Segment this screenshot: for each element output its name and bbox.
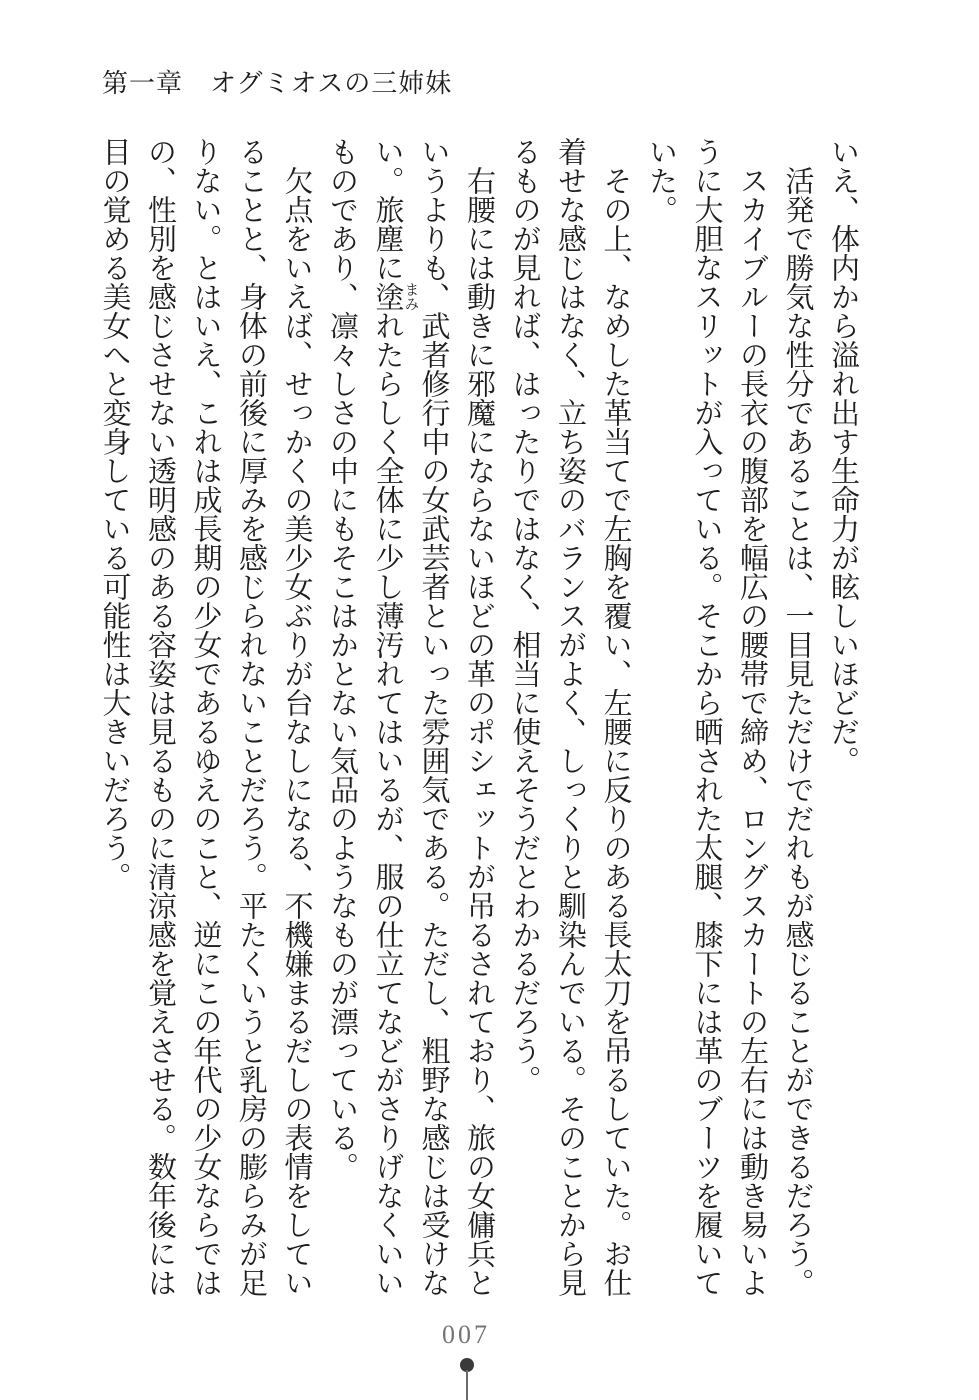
furigana-base: 塗 (371, 282, 404, 311)
paragraph-5-text-a: 右腰には動きに邪魔にならないほどの革のポシェットが吊るされており、旅の女傭兵というよりも、武者修行中の女武芸者といった雰囲気である。ただし、粗野な感じは受けない。旅塵に (371, 137, 495, 1297)
binding-pin-line-icon (466, 1370, 468, 1400)
paragraph-4: その上、なめした革当てで左胸を覆い、左腰に反りのある長太刀を吊るしていた。お仕着せな感じはなく、立ち姿のバランスがよく、しっくりと馴染んでいる。そのことから見るものが見れば、はったりではなく、相当に使えそうだとわかるだろう。 (508, 137, 632, 1297)
furigana-text: まみ (402, 282, 419, 311)
paragraph-6: 欠点をいえば、せっかくの美少女ぶりが台なしになる、不機嫌まるだしの表情をしていることと、身体の前後に厚みを感じられないことだろう。平たくいうと乳房の膨らみが足りない。とはいえ、これは成長期の少女であるゆえのこと、逆にこの年代の少女ならではの、性別を感じさせない透明感のある容姿は見るものに清涼感を覚えさせる。数年後には目の覚める美女へと変身している可能性は大きいだろう。 (98, 137, 313, 1297)
paragraph-3: スカイブルーの長衣の腹部を幅広の腰帯で締め、ロングスカートの左右には動き易いように大胆なスリットが入っている。そこから晒された太腿、膝下には革のブーツを履いていた。 (645, 137, 768, 1297)
page-number: 007 (442, 1320, 490, 1349)
paragraph-2: 活発で勝気な性分であることは、一目見ただけでだれもが感じることができるだろう。 (781, 166, 814, 1297)
paragraph-5-text-b: れたらしく全体に少し薄汚れてはいるが、服の仕立てなどがさりげなくいいものであり、凛々しさの中にもそこはかとない気品のようなものが漂っている。 (326, 137, 404, 1297)
paragraph-1: いえ、体内から溢れ出す生命力が眩しいほどだ。 (827, 137, 859, 775)
paragraph-5 (319, 137, 502, 1301)
chapter-heading: 第一章 オグミオスの三姉妹 (102, 69, 453, 98)
furigana-annotation (371, 282, 419, 311)
vertical-text-block (89, 137, 865, 1301)
